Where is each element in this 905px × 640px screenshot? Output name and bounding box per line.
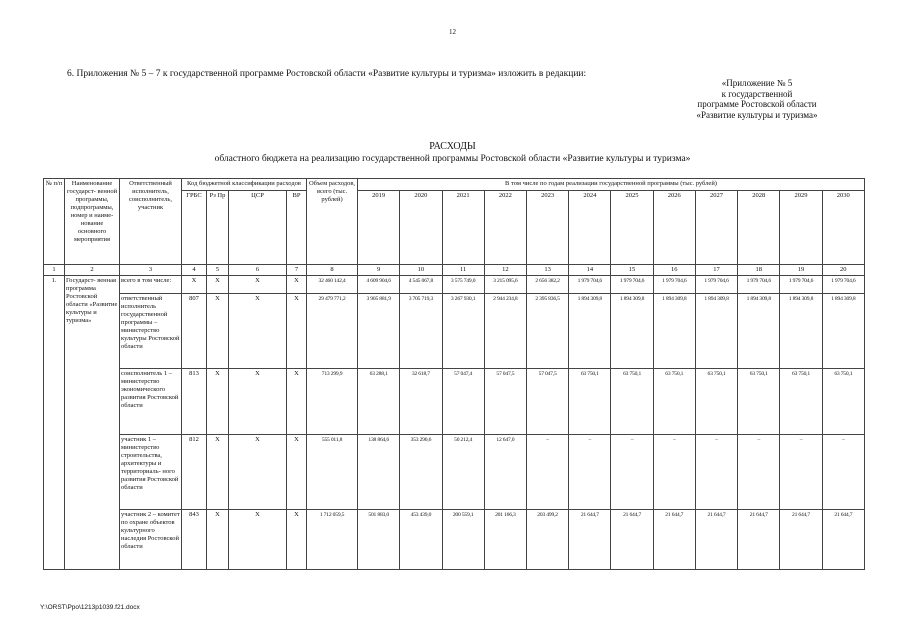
year-value-cell: 63 750,1 [780, 369, 822, 435]
header-year: 2027 [695, 191, 737, 265]
year-value-cell: 2 395 836,5 [526, 294, 568, 369]
year-value-cell: 21 644,7 [738, 510, 780, 570]
year-value-cell: 2 944 234,8 [484, 294, 526, 369]
header-year: 2029 [780, 191, 822, 265]
header-year: 2019 [358, 191, 400, 265]
total-cell: 713 299,9 [307, 369, 358, 435]
header-budget-code: Код бюджетной классификации расходов [182, 179, 307, 191]
year-value-cell: 138 864,6 [358, 435, 400, 510]
year-value-cell: 4 545 067,8 [400, 276, 442, 294]
page-number: 12 [449, 28, 456, 36]
column-index: 10 [400, 265, 442, 276]
year-value-cell: 63 288,1 [358, 369, 400, 435]
appendix-line: к государственной [721, 88, 793, 99]
column-index: 12 [484, 265, 526, 276]
year-value-cell: 63 750,1 [695, 369, 737, 435]
table-row [44, 294, 865, 369]
grbs-cell: 812 [182, 435, 207, 510]
year-value-cell: 21 644,7 [780, 510, 822, 570]
total-cell: 555 011,8 [307, 435, 358, 510]
appendix-header [667, 78, 847, 120]
column-index: 14 [569, 265, 611, 276]
year-value-cell: – [738, 435, 780, 510]
header-year: 2021 [442, 191, 484, 265]
vr-cell: Х [287, 435, 307, 510]
grbs-cell: 813 [182, 369, 207, 435]
year-value-cell: 1 979 704,6 [653, 276, 695, 294]
year-value-cell: 21 644,7 [822, 510, 864, 570]
year-value-cell: 200 559,1 [442, 510, 484, 570]
year-value-cell: 63 750,1 [569, 369, 611, 435]
header-year: 2026 [653, 191, 695, 265]
header-grbs: ГРБС [182, 191, 207, 265]
program-name: Государст- венная программа Ростовской области «Развитие культуры и туризма» [65, 276, 120, 570]
total-cell: 32 460 142,4 [307, 276, 358, 294]
header-year: 2024 [569, 191, 611, 265]
column-index: 4 [182, 265, 207, 276]
rzpr-cell: Х [207, 510, 229, 570]
year-value-cell: 1 979 704,6 [611, 276, 653, 294]
csr-cell: Х [229, 369, 287, 435]
csr-cell: Х [229, 435, 287, 510]
grbs-cell: Х [182, 276, 207, 294]
column-index: 3 [120, 265, 182, 276]
year-value-cell: 1 979 704,6 [822, 276, 864, 294]
grbs-cell: 843 [182, 510, 207, 570]
year-value-cell: 57 047,5 [526, 369, 568, 435]
grbs-cell: 807 [182, 294, 207, 369]
intro-paragraph: 6. Приложения № 5 – 7 к государственной программе Ростовской области «Развитие культуры и туризма» изложить в редакции: [67, 69, 587, 79]
column-index: 19 [780, 265, 822, 276]
year-value-cell: 1 979 704,6 [569, 276, 611, 294]
row-number: 1. [44, 276, 65, 570]
year-value-cell: 1 979 704,6 [695, 276, 737, 294]
header-total: Объем расходов, всего (тыс. рублей) [307, 179, 358, 265]
column-index: 7 [287, 265, 307, 276]
executor-cell: ответственный исполнитель государственной программы – министерство культуры Ростовской области [120, 294, 182, 369]
vr-cell: Х [287, 276, 307, 294]
year-value-cell: 63 750,1 [738, 369, 780, 435]
year-value-cell: 32 618,7 [400, 369, 442, 435]
year-value-cell: 57 047,5 [484, 369, 526, 435]
year-value-cell: 21 644,7 [653, 510, 695, 570]
vr-cell: Х [287, 510, 307, 570]
header-vr: ВР [287, 191, 307, 265]
year-value-cell: 63 750,1 [653, 369, 695, 435]
header-csr: ЦСР [229, 191, 287, 265]
header-year: 2022 [484, 191, 526, 265]
year-value-cell: 2 656 382,2 [526, 276, 568, 294]
rzpr-cell: Х [207, 294, 229, 369]
year-value-cell: 1 894 309,8 [822, 294, 864, 369]
year-value-cell: 1 894 309,8 [695, 294, 737, 369]
rzpr-cell: Х [207, 369, 229, 435]
appendix-line: «Развитие культуры и туризма» [696, 109, 818, 120]
column-index: 15 [611, 265, 653, 276]
year-value-cell: 1 979 704,6 [738, 276, 780, 294]
year-value-cell: 21 644,7 [611, 510, 653, 570]
document-subtitle: областного бюджета на реализацию государственной программы Ростовской области «Развитие культуры и туризма» [214, 154, 691, 164]
header-year: 2025 [611, 191, 653, 265]
column-index: 8 [307, 265, 358, 276]
year-value-cell: 201 166,3 [484, 510, 526, 570]
appendix-line: «Приложение № 5 [721, 78, 793, 88]
csr-cell: Х [229, 276, 287, 294]
header-year: 2023 [526, 191, 568, 265]
year-value-cell: 3 905 881,9 [358, 294, 400, 369]
year-value-cell: 3 575 749,0 [442, 276, 484, 294]
column-index: 11 [442, 265, 484, 276]
header-year: 2028 [738, 191, 780, 265]
table-row [44, 369, 865, 435]
year-value-cell: 1 894 309,8 [780, 294, 822, 369]
header-num: № п/п [44, 179, 65, 265]
year-value-cell: 12 647,0 [484, 435, 526, 510]
year-value-cell: 63 750,1 [822, 369, 864, 435]
year-value-cell: – [695, 435, 737, 510]
year-value-cell: – [780, 435, 822, 510]
year-value-cell: – [822, 435, 864, 510]
year-value-cell: 501 883,0 [358, 510, 400, 570]
year-value-cell: 453 439,0 [400, 510, 442, 570]
year-value-cell: 63 750,1 [611, 369, 653, 435]
column-index: 9 [358, 265, 400, 276]
column-index: 17 [695, 265, 737, 276]
document-title: РАСХОДЫ [429, 141, 476, 152]
column-index: 1 [44, 265, 65, 276]
executor-cell: участник 1 – министерство строительства, архитектуры и территориаль- ного развития Ростовской области [120, 435, 182, 510]
year-value-cell: – [569, 435, 611, 510]
executor-cell: всего в том числе: [120, 276, 182, 294]
column-index: 2 [65, 265, 120, 276]
year-value-cell: 3 215 095,6 [484, 276, 526, 294]
table-row [44, 510, 865, 570]
header-executor: Ответственный исполнитель, соисполнитель, участник [120, 179, 182, 265]
year-value-cell: 21 644,7 [569, 510, 611, 570]
executor-cell: соисполнитель 1 – министерство экономического развития Ростовской области [120, 369, 182, 435]
year-value-cell: 3 267 930,1 [442, 294, 484, 369]
executor-cell: участник 2 – комитет по охране объектов культурного наследия Ростовской области [120, 510, 182, 570]
csr-cell: Х [229, 294, 287, 369]
expenses-table [43, 178, 865, 570]
column-index: 6 [229, 265, 287, 276]
year-value-cell: 1 894 309,8 [738, 294, 780, 369]
header-year: 2020 [400, 191, 442, 265]
column-index: 18 [738, 265, 780, 276]
year-value-cell: 203 499,2 [526, 510, 568, 570]
column-index: 20 [822, 265, 864, 276]
year-value-cell: 1 894 309,8 [569, 294, 611, 369]
year-value-cell: – [526, 435, 568, 510]
vr-cell: Х [287, 294, 307, 369]
column-index: 13 [526, 265, 568, 276]
total-cell: 29 479 771,2 [307, 294, 358, 369]
appendix-line: программе Ростовской области [697, 99, 817, 109]
year-value-cell: 1 894 309,8 [611, 294, 653, 369]
header-year: 2030 [822, 191, 864, 265]
vr-cell: Х [287, 369, 307, 435]
table-row [44, 276, 865, 294]
year-value-cell: 1 894 309,8 [653, 294, 695, 369]
header-years-group: В том числе по годам реализации государственной программы (тыс. рублей) [358, 179, 865, 191]
year-value-cell: 3 705 719,3 [400, 294, 442, 369]
year-value-cell: 21 644,7 [695, 510, 737, 570]
year-value-cell: 57 047,4 [442, 369, 484, 435]
rzpr-cell: Х [207, 276, 229, 294]
total-cell: 1 712 059,5 [307, 510, 358, 570]
year-value-cell: – [611, 435, 653, 510]
year-value-cell: – [653, 435, 695, 510]
file-path-footer: Y:\ORST\Ppo\1213p1039.f21.docx [40, 604, 140, 611]
year-value-cell: 1 979 704,6 [780, 276, 822, 294]
column-index: 16 [653, 265, 695, 276]
year-value-cell: 4 609 904,6 [358, 276, 400, 294]
rzpr-cell: Х [207, 435, 229, 510]
year-value-cell: 353 290,6 [400, 435, 442, 510]
table-row [44, 435, 865, 510]
header-rzpr: Рз Пр [207, 191, 229, 265]
year-value-cell: 50 212,4 [442, 435, 484, 510]
csr-cell: Х [229, 510, 287, 570]
header-name: Наименование государст- венной программы, подпрограммы, номер и наиме- нование основного мероприятия [65, 179, 120, 265]
column-index: 5 [207, 265, 229, 276]
